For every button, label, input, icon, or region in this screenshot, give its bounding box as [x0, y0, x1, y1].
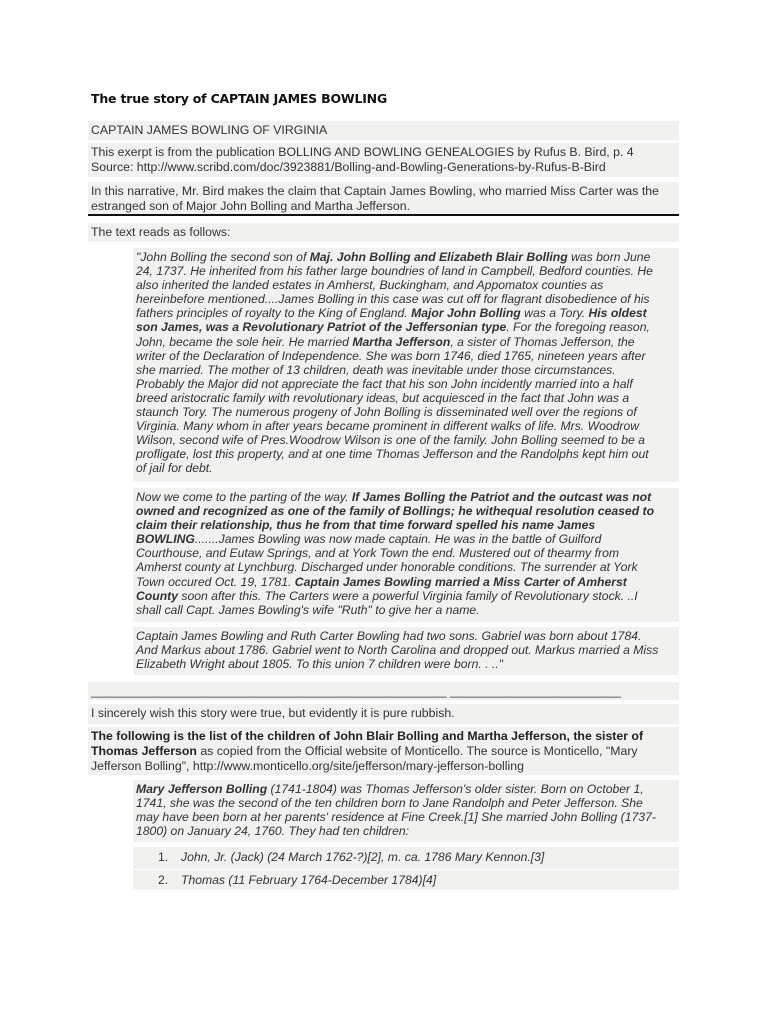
quote-line: profligate, lost this property, and at one time Thomas Jefferson and the Randolphs kept him out — [136, 447, 649, 462]
divider-rule — [88, 214, 679, 216]
quote-line: Amherst county at Lynchburg. Discharged under honorable conditions. The surrender at York — [136, 560, 638, 575]
quote-line: Elizabeth Wright about 1805. To this union 7 children were born. . .." — [136, 657, 504, 672]
quote-line: breed aristocratic family with revolutionary ideas, but acquiesced in the fact that John was a — [136, 390, 630, 405]
wish-text: I sincerely wish this story were true, but evidently it is pure rubbish. — [91, 706, 455, 720]
quote-paragraph-1 — [133, 248, 679, 482]
quote-line: And Markus about 1786. Gabriel went to North Carolina and dropped out. Markus married a Miss — [136, 643, 659, 658]
mary-bolling-paragraph — [133, 780, 679, 842]
quote-line: Virginia. Many whom in after years became prominent in different walks of life. Mrs. Woodrow — [136, 419, 640, 434]
text-reads-label — [88, 223, 679, 242]
list-text: John, Jr. (Jack) (24 March 1762-?)[2], m. ca. 1786 Mary Kennon.[3] — [181, 850, 545, 864]
quote-line: also inherited the landed estates in Amherst, Buckingham, and Appomatox counties as — [136, 278, 604, 293]
quote-paragraph-3 — [133, 627, 679, 675]
subtitle-text: CAPTAIN JAMES BOWLING OF VIRGINIA — [91, 123, 328, 137]
quote-line: Town occured Oct. 19, 1781. Captain James Bowling married a Miss Carter of Amherst — [136, 574, 627, 589]
quote-line: staunch Tory. The numerous progeny of John Bolling is disseminated well over the regions of — [136, 405, 637, 420]
text-reads-text: The text reads as follows: — [91, 225, 231, 239]
narrative-line: In this narrative, Mr. Bird makes the claim that Captain James Bowling, who married Miss Carter was the — [91, 184, 659, 198]
quote-line: BOWLING.......James Bowling was now made captain. He was in the battle of Guilford — [136, 532, 602, 547]
mary-line: 1800) on January 24, 1760. They had ten children: — [136, 824, 410, 839]
wish-paragraph — [88, 704, 679, 724]
quote-line: of jail for debt. — [136, 461, 213, 476]
source-line: This exerpt is from the publication BOLLING AND BOWLING GENEALOGIES by Rufus B. Bird, p. 4 — [91, 145, 634, 159]
quote-line: Probably the Major did not appreciate the fact that his son John incidently married into a half — [136, 376, 633, 391]
quote-line: fathers principles of royalty to the King of England. Major John Bolling was a Tory. His oldest — [136, 306, 647, 321]
list-item — [133, 870, 679, 890]
quote-line: son James, was a Revolutionary Patriot of the Jeffersonian type. For the foregoing reason, — [136, 320, 650, 335]
mary-line: 1741, she was the second of the ten children born to Jane Randolph and Peter Jefferson. She — [136, 796, 643, 811]
list-intro-paragraph — [88, 727, 679, 775]
source-url-line: Source: http://www.scribd.com/doc/3923881/Bolling-and-Bowling-Generations-by-Rufus-B-Bird — [91, 160, 606, 174]
quote-line: John, became the sole heir. He married Martha Jefferson, a sister of Thomas Jefferson, the — [136, 334, 635, 349]
intro-line: Thomas Jefferson as copied from the Official website of Monticello. The source is Monticello, "Mary — [91, 744, 638, 758]
quote-line: Wilson, second wife of Pres.Woodrow Wilson is one of the family. John Bolling seemed to be a — [136, 433, 645, 448]
mary-line: Mary Jefferson Bolling (1741-1804) was Thomas Jefferson's older sister. Born on October 1, — [136, 782, 644, 796]
page-title: The true story of CAPTAIN JAMES BOWLING — [91, 91, 388, 106]
subtitle — [88, 121, 679, 140]
source-paragraph — [88, 143, 679, 177]
quote-line: Courthouse, and Eutaw Springs, and at York Town the end. Mustered out of thearmy from — [136, 546, 620, 561]
list-text: Thomas (11 February 1764-December 1784)[4] — [181, 873, 437, 887]
intro-line: The following is the list of the children of John Blair Bolling and Martha Jefferson, the sister of — [91, 729, 644, 743]
mary-line: may have been born at her parents' residence at Fine Creek.[1] She married John Bolling (1737- — [136, 810, 656, 825]
list-number: 1. — [158, 850, 169, 864]
narrative-paragraph — [88, 182, 679, 214]
list-number: 2. — [158, 873, 169, 887]
quote-line: Now we come to the parting of the way. If James Bolling the Patriot and the outcast was not — [136, 490, 652, 504]
quote-paragraph-2 — [133, 488, 679, 622]
quote-line: hereinbefore mentioned....James Bolling in this case was cut off for flagrant disobedience of his — [136, 292, 650, 307]
separator-text: ____________________________________________________ _________________________ — [91, 684, 622, 698]
quote-line: "John Bolling the second son of Maj. John Bolling and Elizabeth Blair Bolling was born June — [136, 250, 651, 264]
quote-line: County soon after this. The Carters were a powerful Virginia family of Revolutionary stock. ..I — [136, 588, 638, 603]
quote-line: Captain James Bowling and Ruth Carter Bowling had two sons. Gabriel was born about 1784. — [136, 629, 642, 643]
narrative-line: estranged son of Major John Bolling and Martha Jefferson. — [91, 199, 410, 213]
quote-line: shall call Capt. James Bowling's wife "Ruth" to give her a name. — [136, 602, 480, 617]
list-item — [133, 847, 679, 869]
separator-line — [88, 682, 679, 700]
intro-line: Jefferson Bolling", http://www.monticello.org/site/jefferson/mary-jefferson-bolling — [91, 759, 524, 773]
quote-line: 24, 1737. He inherited from his father large boundries of land in Campbell, Bedford counties. He — [136, 264, 653, 279]
quote-line: she married. The mother of 13 children, death was inevitable under those circumstances. — [136, 362, 616, 377]
quote-line: claim their relationship, thus he from that time forward spelled his name James — [136, 518, 596, 533]
quote-line: owned and recognized as one of the family of Bollings; he withequal resolution ceased to — [136, 504, 655, 519]
quote-line: writer of the Declaration of Independence. She was born 1746, died 1765, nineteen years after — [136, 348, 646, 363]
